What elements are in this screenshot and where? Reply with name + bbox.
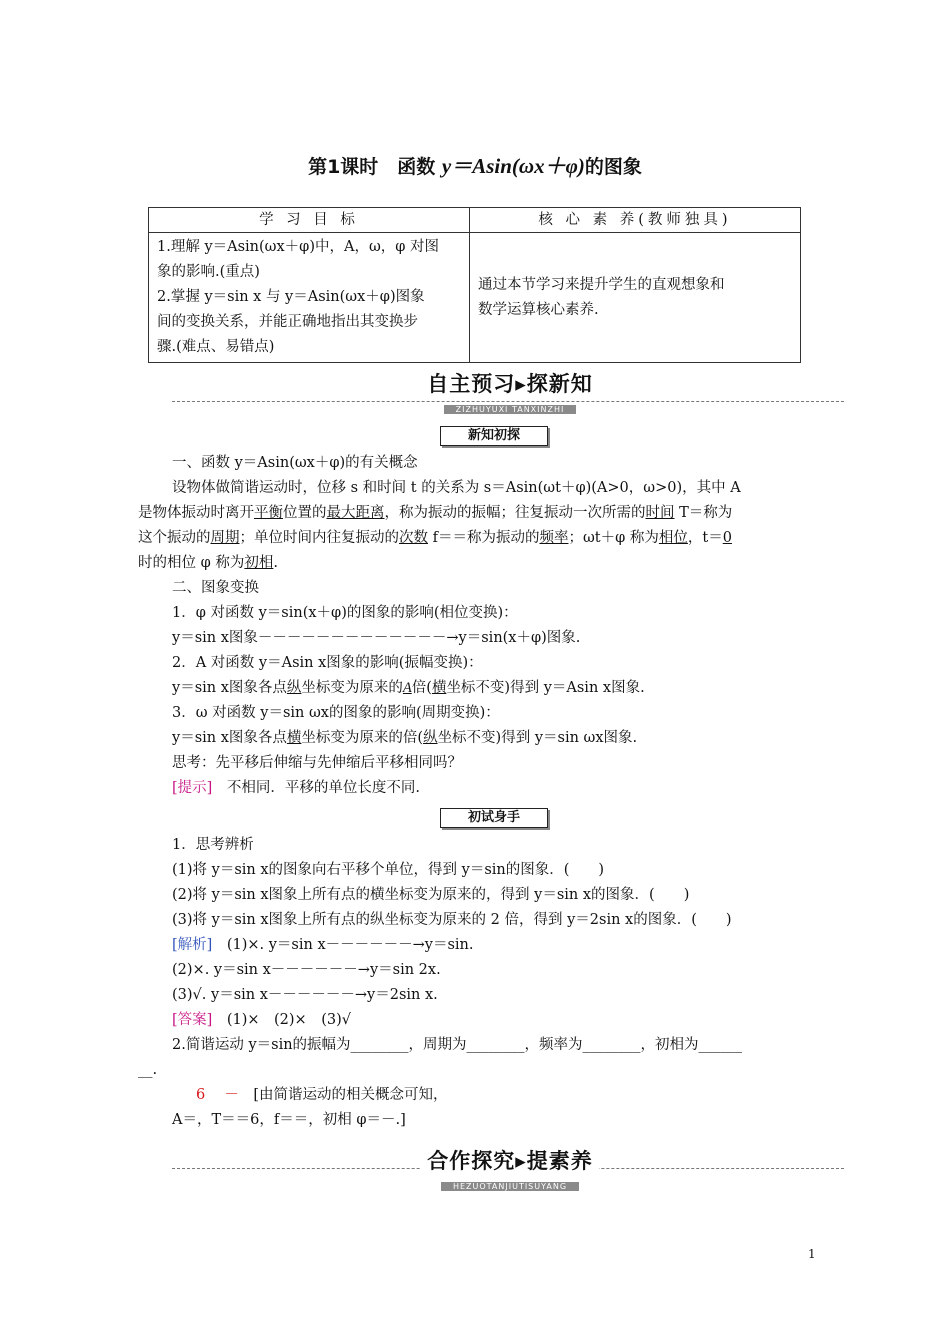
question-line: 1．思考辨析 (172, 837, 254, 853)
paragraph-line: y＝sin x图象各点纵坐标变为原来的A倍(横坐标不变)得到 y＝Asin x图象. (172, 680, 645, 696)
section-heading: 二、图象变换 (172, 580, 259, 596)
paragraph-line: y＝sin x图象各点横坐标变为原来的倍(纵坐标不变)得到 y＝sin ωx图象. (172, 730, 638, 746)
paragraph-line: 是物体振动时离开平衡位置的最大距离，称为振动的振幅；往复振动一次所需的时间 T＝称为 (138, 505, 733, 521)
divider (172, 401, 844, 402)
paragraph-line: 2．A 对函数 y＝Asin x图象的影响(振幅变换)： (172, 655, 483, 671)
question-line: (2)将 y＝sin x图象上所有点的横坐标变为原来的，得到 y＝sin x的图象．( ) (172, 887, 690, 903)
answer-line: 6 － [由简谐运动的相关概念可知， (196, 1087, 448, 1103)
section-banner-preview: 自主预习▸探新知 ZIZHUYUXI TANXINZHI (427, 372, 593, 414)
hint-label: [提示] (172, 780, 213, 796)
page-title: 第1课时 函数 y＝Asin(ωx＋φ)的图象 (308, 154, 642, 178)
paragraph-line: 1．φ 对函数 y＝sin(x＋φ)的图象的影响(相位变换)： (172, 605, 518, 621)
section-heading: 一、函数 y＝Asin(ωx＋φ)的有关概念 (172, 455, 418, 471)
section-banner-explore: 合作探究▸提素养 HEZUOTANJIUTISUYANG (410, 1145, 610, 1193)
answer-line: A＝，T＝＝6，f＝＝，初相 φ＝－.] (172, 1112, 406, 1128)
question-line: (3)将 y＝sin x图象上所有点的纵坐标变为原来的 2 倍，得到 y＝2sin x的图象．( ) (172, 912, 732, 928)
paragraph-line: 时的相位 φ 称为初相. (138, 555, 278, 571)
analysis-line: [解析] (1)×. y＝sin x－－－－－－→y＝sin. (172, 937, 474, 953)
question-line: __. (138, 1062, 158, 1078)
answer-label: [答案] (172, 1012, 213, 1028)
analysis-line: (2)×. y＝sin x－－－－－－→y＝sin 2x. (172, 962, 441, 978)
formula-line: y＝sin x图象－－－－－－－－－－－－－→y＝sin(x＋φ)图象. (172, 630, 581, 646)
page-number: 1 (808, 1247, 816, 1261)
answer-line: [答案] (1)× (2)× (3)√ (172, 1012, 351, 1028)
goals-cell: 1.理解 y＝Asin(ωx＋φ)中，A，ω，φ 对图 象的影响.(重点) 2.掌握 y＝sin x 与 y＝Asin(ωx＋φ)图象 间的变换关系，并能正确地指出其变换步 骤.(难点、易错点) (149, 233, 470, 363)
tag-try: 初试身手 (440, 808, 548, 828)
paragraph-line: 这个振动的周期；单位时间内往复振动的次数 f＝＝称为振动的频率；ωt＋φ 称为相位，t＝0 (138, 530, 732, 546)
header-goals: 学 习 目 标 (149, 208, 470, 233)
literacy-cell: 通过本节学习来提升学生的直观想象和 数学运算核心素养. (470, 233, 801, 363)
question-line: 2.简谐运动 y＝sin的振幅为________，周期为________，频率为________，初相为______ (172, 1037, 743, 1053)
tag-new-knowledge: 新知初探 (440, 426, 548, 446)
paragraph-line: 3．ω 对函数 y＝sin ωx的图象的影响(周期变换)： (172, 705, 500, 721)
paragraph-line: 设物体做简谐运动时，位移 s 和时间 t 的关系为 s＝Asin(ωt＋φ)(A>0，ω>0)，其中 A (172, 480, 741, 496)
hint-line: [提示] 不相同．平移的单位长度不同. (172, 780, 420, 796)
objectives-table (148, 207, 801, 363)
header-literacy: 核 心 素 养(教师独具) (470, 208, 801, 233)
question-line: (1)将 y＝sin x的图象向右平移个单位，得到 y＝sin的图象．( ) (172, 862, 605, 878)
analysis-label: [解析] (172, 937, 213, 953)
analysis-line: (3)√. y＝sin x－－－－－－→y＝2sin x. (172, 987, 438, 1003)
paragraph-line: 思考：先平移后伸缩与先伸缩后平移相同吗？ (172, 755, 462, 771)
